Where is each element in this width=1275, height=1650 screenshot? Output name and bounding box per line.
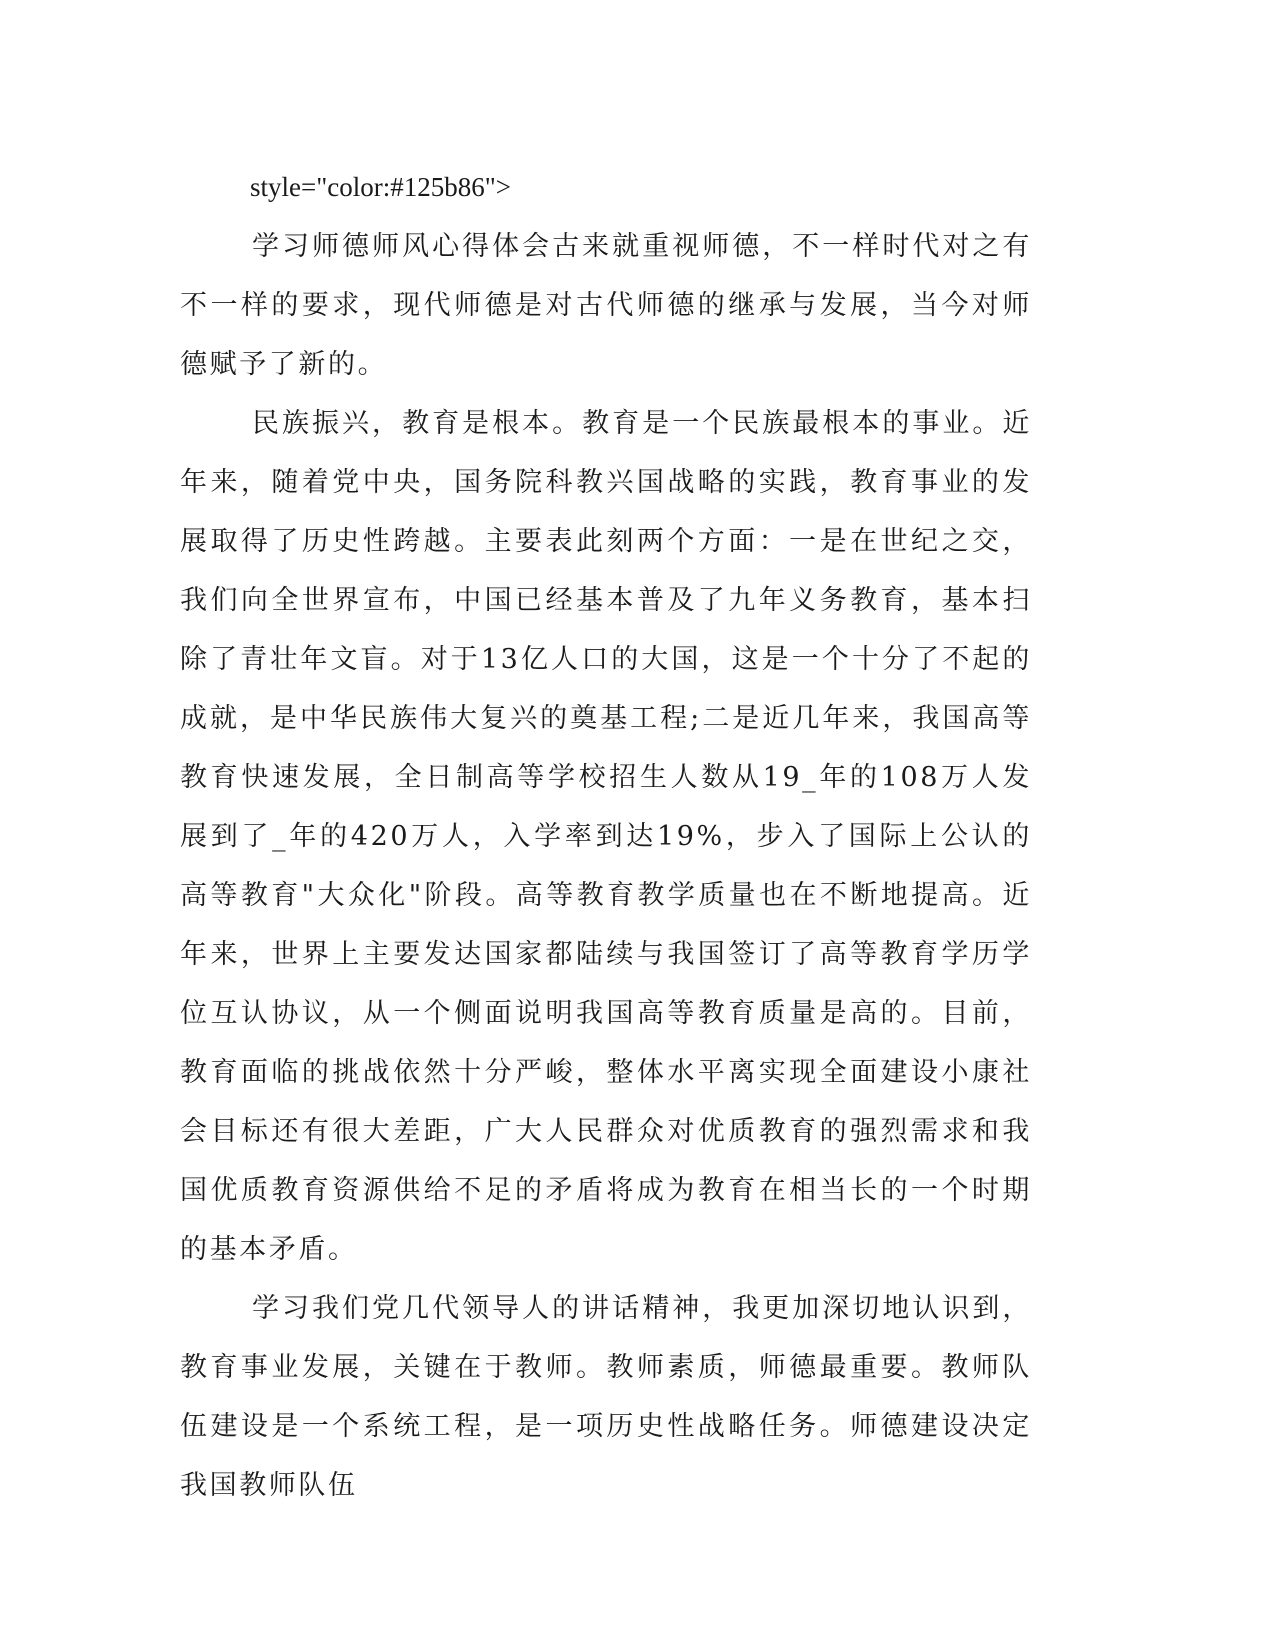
paragraph-education: 民族振兴，教育是根本。教育是一个民族最根本的事业。近年来，随着党中央，国务院科教兴国战略的实践，教育事业的发展取得了历史性跨越。主要表此刻两个方面：一是在世纪之交，我们向全世界宣布，中国已经基本普及了九年义务教育，基本扫除了青壮年文盲。对于13亿人口的大国，这是一个十分了不起的成就，是中华民族伟大复兴的奠基工程;二是近几年来，我国高等教育快速发展，全日制高等学校招生人数从19_年的108万人发展到了_年的420万人，入学率到达19%，步入了国际上公认的高等教育"大众化"阶段。高等教育教学质量也在不断地提高。近年来，世界上主要发达国家都陆续与我国签订了高等教育学历学位互认协议，从一个侧面说明我国高等教育质量是高的。目前，教育面临的挑战依然十分严峻，整体水平离实现全面建设小康社会目标还有很大差距，广大人民群众对优质教育的强烈需求和我国优质教育资源供给不足的矛盾将成为教育在相当长的一个时期的基本矛盾。 xyxy=(180,408,1032,1265)
paragraph-teachers: 学习我们党几代领导人的讲话精神，我更加深切地认识到，教育事业发展，关键在于教师。教师素质，师德最重要。教师队伍建设是一个系统工程，是一项历史性战略任务。师德建设决定我国教师队伍 xyxy=(180,1293,1032,1501)
document-body xyxy=(180,158,1032,1515)
paragraph-intro: 学习师德师风心得体会古来就重视师德，不一样时代对之有不一样的要求，现代师德是对古代师德的继承与发展，当今对师德赋予了新的。 xyxy=(180,231,1032,380)
code-fragment-line: style="color:#125b86"> xyxy=(250,172,511,202)
